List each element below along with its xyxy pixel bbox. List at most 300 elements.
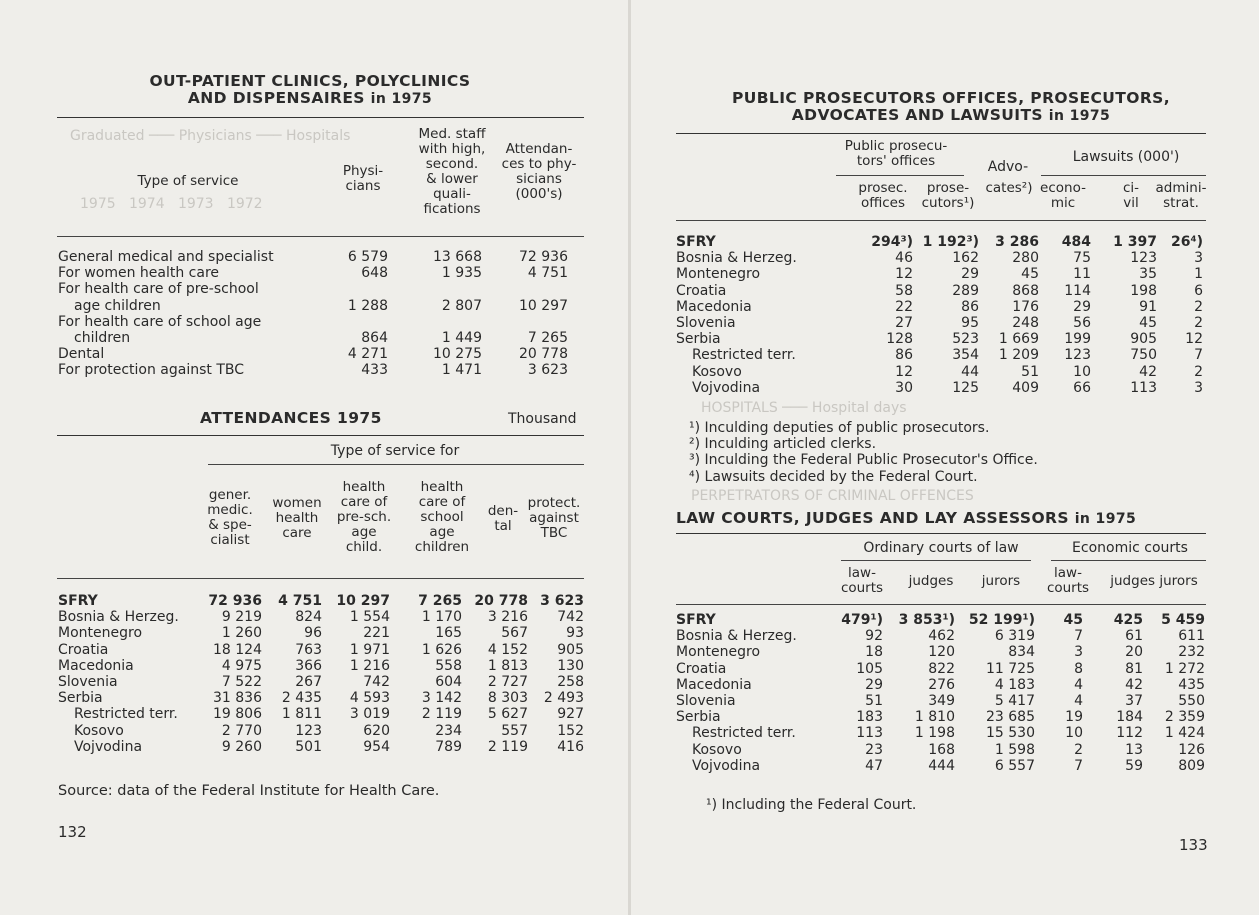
table-cell: 168	[928, 741, 955, 758]
footnote: ²) Inculding articled clerks.	[689, 436, 877, 453]
table-cell: 123	[1064, 347, 1091, 364]
table-cell: 7	[1194, 347, 1203, 364]
table-cell: 35	[1139, 266, 1157, 283]
table-rule	[57, 117, 584, 118]
col-header-protection: protect. against TBC	[527, 495, 581, 541]
table-cell: 280	[1012, 250, 1039, 267]
row-label: Vojvodina	[692, 379, 761, 396]
col-header-advocates: Advo-	[987, 159, 1029, 175]
table-cell: 86	[961, 298, 979, 315]
row-label: SFRY	[58, 593, 98, 609]
clinics-col-staff	[408, 249, 482, 379]
table-cell: 46	[895, 250, 913, 267]
table-cell: 19 806	[213, 706, 262, 723]
show-through-text: PERPETRATORS OF CRIMINAL OFFENCES	[691, 488, 974, 504]
cell: 3 623	[527, 362, 568, 379]
courts-footnote: ¹) Including the Federal Court.	[706, 797, 917, 813]
table-cell: 4	[1074, 676, 1083, 693]
row-label: Montenegro	[676, 266, 761, 283]
table-cell: 3 853¹)	[898, 612, 955, 628]
table-cell: 1 260	[221, 625, 262, 642]
table-cell: 5 417	[994, 693, 1035, 709]
row-label: Restricted terr.	[74, 706, 178, 723]
group-header-economic-courts: Economic courts	[1072, 540, 1188, 556]
table-cell: 1 813	[487, 657, 528, 674]
page-number: 132	[58, 823, 87, 841]
row-label: Croatia	[676, 282, 727, 299]
table-cell: 834	[1008, 644, 1035, 661]
row-label: SFRY	[676, 234, 716, 250]
table-cell: 6	[1194, 282, 1203, 299]
table-cell: 198	[1130, 282, 1157, 299]
attendances-title: ATTENDANCES 1975	[200, 409, 382, 427]
table-cell: 7	[1074, 628, 1083, 645]
table-cell: 123	[295, 722, 322, 739]
table-cell: 3 142	[421, 690, 462, 707]
table-cell: 1 554	[349, 609, 390, 626]
table-cell: 2 119	[487, 738, 528, 755]
cell: 2 807	[441, 297, 482, 314]
cell: 72 936	[519, 249, 568, 265]
col-header-judges: judges	[908, 573, 954, 589]
header-rule	[1041, 175, 1206, 176]
row-label: Croatia	[676, 660, 727, 677]
table-cell: 267	[295, 674, 322, 690]
table-cell: 1 397	[1113, 234, 1157, 250]
cell: 7 265	[527, 329, 568, 346]
row-label: General medical and specialist	[58, 249, 274, 265]
table-cell: 23	[865, 741, 883, 758]
table-cell: 1 598	[994, 741, 1035, 758]
cell: 1 449	[441, 329, 482, 346]
source-note: Source: data of the Federal Institute for Health Care.	[58, 783, 440, 799]
table-cell: 47	[865, 757, 883, 774]
table-cell: 113	[1130, 379, 1157, 396]
col-header-law-courts: law- courts	[840, 565, 884, 596]
table-cell: 10	[1065, 725, 1083, 742]
row-label: Croatia	[58, 641, 109, 658]
col-header-administrative: admini- strat.	[1155, 180, 1207, 211]
table-cell: 91	[1139, 298, 1157, 315]
row-label: Restricted terr.	[692, 725, 796, 742]
table-cell: 20 778	[474, 593, 528, 609]
table-cell: 13	[1125, 741, 1143, 758]
col-header-attendances: Attendan- ces to phy- sicians (000's)	[501, 141, 577, 202]
table-cell: 8	[1074, 660, 1083, 677]
row-label: Slovenia	[676, 693, 736, 709]
table-cell: 232	[1178, 644, 1205, 661]
col-header-prosecutors: prose- cutors¹)	[921, 180, 975, 211]
col-header-economic: econo- mic	[1040, 180, 1086, 211]
table-cell: 7 522	[221, 674, 262, 690]
table-cell: 2 493	[543, 690, 584, 707]
table-cell: 550	[1178, 693, 1205, 709]
table-cell: 29	[865, 676, 883, 693]
table-cell: 742	[557, 609, 584, 626]
col-header-civil: ci- vil	[1122, 180, 1140, 211]
table-cell: 5 459	[1161, 612, 1205, 628]
table-cell: 2 435	[281, 690, 322, 707]
col-header-law-courts-economic: law- courts	[1046, 565, 1090, 596]
table-cell: 1 198	[914, 725, 955, 742]
table-cell: 3	[1074, 644, 1083, 661]
table-cell: 123	[1130, 250, 1157, 267]
table-cell: 366	[295, 657, 322, 674]
table-cell: 23 685	[986, 709, 1035, 726]
row-label: Restricted terr.	[692, 347, 796, 364]
table-cell: 66	[1073, 379, 1091, 396]
header-rule	[208, 464, 584, 465]
table-cell: 5 627	[487, 706, 528, 723]
cell: 864	[361, 329, 388, 346]
table-cell: 221	[363, 625, 390, 642]
prosecutors-title: PUBLIC PROSECUTORS OFFICES, PROSECUTORS, ADVOCATES AND LAWSUITS in 1975	[731, 89, 1171, 124]
table-cell: 868	[1012, 282, 1039, 299]
table-cell: 2 770	[221, 722, 262, 739]
group-header-public-prosecutors: Public prosecu- tors' offices	[844, 138, 948, 169]
table-cell: 20	[1125, 644, 1143, 661]
table-cell: 604	[435, 674, 462, 690]
table-cell: 2 359	[1164, 709, 1205, 726]
row-label: Macedonia	[58, 657, 134, 674]
page-number: 133	[1179, 836, 1208, 854]
table-cell: 276	[928, 676, 955, 693]
table-cell: 199	[1064, 331, 1091, 348]
table-cell: 51	[1021, 363, 1039, 380]
table-cell: 125	[952, 379, 979, 396]
table-cell: 12	[1185, 331, 1203, 348]
row-label: Bosnia & Herzeg.	[58, 609, 179, 626]
col-header-women: women health care	[272, 495, 322, 541]
courts-title: LAW COURTS, JUDGES AND LAY ASSESSORS in 1975	[676, 509, 1137, 527]
table-cell: 3 286	[995, 234, 1039, 250]
row-label: Vojvodina	[692, 757, 761, 774]
footnote: ⁴) Lawsuits decided by the Federal Court.	[689, 468, 978, 485]
row-label: Kosovo	[692, 363, 742, 380]
table-cell: 26⁴)	[1170, 234, 1203, 250]
table-cell: 4 751	[278, 593, 322, 609]
table-cell: 165	[435, 625, 462, 642]
header-rule	[836, 175, 964, 176]
table-cell: 3	[1194, 250, 1203, 267]
table-cell: 59	[1125, 757, 1143, 774]
table-cell: 1 170	[421, 609, 462, 626]
super-header: Type of service for	[330, 443, 460, 459]
table-rule	[676, 133, 1206, 134]
table-cell: 45	[1021, 266, 1039, 283]
row-label: Dental	[58, 346, 105, 363]
table-cell: 81	[1125, 660, 1143, 677]
table-cell: 183	[856, 709, 883, 726]
table-cell: 56	[1073, 315, 1091, 331]
cell: 1 935	[441, 265, 482, 282]
table-cell: 1 424	[1164, 725, 1205, 742]
table-cell: 354	[952, 347, 979, 364]
table-cell: 120	[928, 644, 955, 661]
cell: 1 288	[347, 297, 388, 314]
table-cell: 152	[557, 722, 584, 739]
cell: 10 297	[519, 297, 568, 314]
table-cell: 750	[1130, 347, 1157, 364]
table-cell: 45	[1139, 315, 1157, 331]
table-cell: 3 623	[540, 593, 584, 609]
table-cell: 18	[865, 644, 883, 661]
table-cell: 558	[435, 657, 462, 674]
row-label: Macedonia	[676, 676, 752, 693]
col-header-staff: Med. staff with high, second. & lower quali- fications	[418, 126, 486, 217]
table-cell: 45	[1063, 612, 1083, 628]
cell: 648	[361, 265, 388, 282]
table-cell: 42	[1125, 676, 1143, 693]
table-cell: 114	[1064, 282, 1091, 299]
table-cell: 72 936	[208, 593, 262, 609]
footnote: ¹) Inculding deputies of public prosecutors.	[689, 420, 990, 436]
table-cell: 258	[557, 674, 584, 690]
show-through-text: HOSPITALS ─── Hospital days	[701, 400, 907, 416]
row-label: Bosnia & Herzeg.	[676, 628, 797, 645]
table-cell: 95	[961, 315, 979, 331]
table-cell: 905	[1130, 331, 1157, 348]
table-cell: 2	[1074, 741, 1083, 758]
row-label: Montenegro	[676, 644, 761, 661]
row-label: For women health care	[58, 265, 220, 282]
table-cell: 289	[952, 282, 979, 299]
table-cell: 444	[928, 757, 955, 774]
cell: 433	[361, 362, 388, 379]
table-cell: 484	[1061, 234, 1091, 250]
row-label: Macedonia	[676, 298, 752, 315]
table-cell: 2	[1194, 363, 1203, 380]
row-label: Kosovo	[692, 741, 742, 758]
table-cell: 92	[865, 628, 883, 645]
group-header-lawsuits: Lawsuits (000')	[1072, 149, 1180, 165]
table-cell: 2 727	[487, 674, 528, 690]
col-header-prosecution-offices: prosec. offices	[858, 180, 908, 211]
table-cell: 1 192³)	[922, 234, 979, 250]
show-through-text: 1975 1974 1973 1972	[80, 196, 263, 212]
header-rule	[57, 236, 584, 237]
table-cell: 29	[1073, 298, 1091, 315]
table-cell: 3	[1194, 379, 1203, 396]
table-cell: 523	[952, 331, 979, 348]
table-cell: 184	[1116, 709, 1143, 726]
table-cell: 349	[928, 693, 955, 709]
table-cell: 75	[1073, 250, 1091, 267]
col-header-judges-jurors: judges jurors	[1110, 573, 1198, 589]
table-cell: 822	[928, 660, 955, 677]
table-cell: 93	[566, 625, 584, 642]
cell: 1 471	[441, 362, 482, 379]
table-cell: 162	[952, 250, 979, 267]
show-through-text: Graduated ─── Physicians ─── Hospitals	[70, 128, 351, 144]
table-cell: 7	[1074, 757, 1083, 774]
row-label: Vojvodina	[74, 738, 143, 755]
col-header-advocates-sub: cates²)	[985, 180, 1033, 196]
col-header-school: health care of school age children	[414, 479, 470, 555]
table-cell: 10 297	[336, 593, 390, 609]
table-cell: 2	[1194, 298, 1203, 315]
table-cell: 742	[363, 674, 390, 690]
table-cell: 130	[557, 657, 584, 674]
cell: 6 579	[347, 249, 388, 265]
table-cell: 824	[295, 609, 322, 626]
table-cell: 58	[895, 282, 913, 299]
table-cell: 1 669	[998, 331, 1039, 348]
table-cell: 4	[1074, 693, 1083, 709]
row-label-continued: children	[74, 329, 131, 346]
table-cell: 86	[895, 347, 913, 364]
col-header-type: Type of service	[137, 173, 239, 189]
table-cell: 1	[1194, 266, 1203, 283]
header-rule	[841, 560, 1031, 561]
table-cell: 113	[856, 725, 883, 742]
table-cell: 7 265	[418, 593, 462, 609]
table-cell: 1 272	[1164, 660, 1205, 677]
table-cell: 15 530	[986, 725, 1035, 742]
table-cell: 3 216	[487, 609, 528, 626]
table-cell: 61	[1125, 628, 1143, 645]
header-rule	[1051, 560, 1206, 561]
table-cell: 416	[557, 738, 584, 755]
cell: 20 778	[519, 346, 568, 363]
table-cell: 425	[1113, 612, 1143, 628]
cell: 13 668	[433, 249, 482, 265]
header-rule	[57, 578, 584, 579]
row-label: Bosnia & Herzeg.	[676, 250, 797, 267]
table-cell: 620	[363, 722, 390, 739]
table-cell: 11	[1073, 266, 1091, 283]
table-cell: 112	[1116, 725, 1143, 742]
table-cell: 567	[501, 625, 528, 642]
table-cell: 4 593	[349, 690, 390, 707]
table-cell: 1 626	[421, 641, 462, 658]
table-cell: 462	[928, 628, 955, 645]
table-cell: 96	[304, 625, 322, 642]
table-cell: 52 199¹)	[968, 612, 1035, 628]
table-cell: 4 975	[221, 657, 262, 674]
cell: 10 275	[433, 346, 482, 363]
table-cell: 501	[295, 738, 322, 755]
table-cell: 30	[895, 379, 913, 396]
table-cell: 557	[501, 722, 528, 739]
row-label: Kosovo	[74, 722, 124, 739]
table-cell: 927	[557, 706, 584, 723]
table-cell: 31 836	[213, 690, 262, 707]
table-cell: 27	[895, 315, 913, 331]
table-cell: 611	[1178, 628, 1205, 645]
table-cell: 176	[1012, 298, 1039, 315]
table-cell: 128	[886, 331, 913, 348]
table-cell: 12	[895, 266, 913, 283]
table-cell: 1 216	[349, 657, 390, 674]
table-cell: 29	[961, 266, 979, 283]
table-cell: 1 209	[998, 347, 1039, 364]
clinics-col-attendances	[498, 249, 568, 379]
row-label: Serbia	[676, 709, 721, 726]
table-cell: 105	[856, 660, 883, 677]
table-rule	[57, 435, 584, 436]
col-header-jurors: jurors	[981, 573, 1021, 589]
footnote: ³) Inculding the Federal Public Prosecutor's Office.	[689, 452, 1038, 469]
group-header-ordinary-courts: Ordinary courts of law	[863, 540, 1019, 556]
col-header-general: gener. medic. & spe- cialist	[207, 487, 253, 548]
table-cell: 1 811	[281, 706, 322, 723]
cell: 4 271	[347, 346, 388, 363]
unit-label: Thousand	[508, 411, 577, 427]
table-cell: 18 124	[213, 641, 262, 658]
row-label: Slovenia	[58, 674, 118, 690]
table-cell: 905	[557, 641, 584, 658]
table-cell: 42	[1139, 363, 1157, 380]
table-cell: 22	[895, 298, 913, 315]
row-label: For health care of school age	[58, 313, 262, 330]
table-cell: 3 019	[349, 706, 390, 723]
table-cell: 19	[1065, 709, 1083, 726]
right-page	[631, 0, 1259, 915]
table-cell: 1 810	[914, 709, 955, 726]
table-cell: 126	[1178, 741, 1205, 758]
table-cell: 2 119	[421, 706, 462, 723]
table-cell: 1 971	[349, 641, 390, 658]
clinics-col-physicians	[320, 249, 388, 379]
header-rule	[676, 604, 1206, 605]
col-header-physicians: Physi- cians	[342, 163, 384, 194]
table-cell: 294³)	[871, 234, 913, 250]
col-header-dental: den- tal	[487, 503, 519, 534]
table-cell: 954	[363, 738, 390, 755]
table-cell: 248	[1012, 315, 1039, 331]
row-label: Serbia	[58, 690, 103, 707]
table-cell: 6 557	[994, 757, 1035, 774]
table-cell: 44	[961, 363, 979, 380]
table-cell: 763	[295, 641, 322, 658]
cell: 4 751	[527, 265, 568, 282]
table-cell: 12	[895, 363, 913, 380]
table-cell: 4 152	[487, 641, 528, 658]
table-cell: 8 303	[487, 690, 528, 707]
prosecutors-footnotes	[689, 420, 1038, 485]
col-header-preschool: health care of pre-sch. age child.	[336, 479, 392, 555]
table-cell: 789	[435, 738, 462, 755]
table-cell: 10	[1073, 363, 1091, 380]
row-label: Slovenia	[676, 315, 736, 331]
table-cell: 409	[1012, 379, 1039, 396]
table-cell: 9 219	[221, 609, 262, 626]
row-label: Serbia	[676, 331, 721, 348]
table-cell: 234	[435, 722, 462, 739]
row-label: For health care of pre-school	[58, 281, 259, 298]
clinics-title: OUT-PATIENT CLINICS, POLYCLINICS AND DISPENSAIRES in 1975	[149, 72, 471, 107]
header-rule	[676, 220, 1206, 221]
table-cell: 435	[1178, 676, 1205, 693]
table-cell: 37	[1125, 693, 1143, 709]
table-cell: 9 260	[221, 738, 262, 755]
row-label: Montenegro	[58, 625, 143, 642]
left-page	[0, 0, 628, 915]
table-cell: 809	[1178, 757, 1205, 774]
table-cell: 479¹)	[841, 612, 883, 628]
table-cell: 11 725	[986, 660, 1035, 677]
table-cell: 51	[865, 693, 883, 709]
row-label: SFRY	[676, 612, 716, 628]
table-cell: 2	[1194, 315, 1203, 331]
table-cell: 6 319	[994, 628, 1035, 645]
clinics-row-labels	[58, 249, 358, 379]
table-rule	[676, 533, 1206, 534]
row-label-continued: age children	[74, 297, 161, 314]
table-cell: 4 183	[994, 676, 1035, 693]
row-label: For protection against TBC	[58, 362, 245, 379]
